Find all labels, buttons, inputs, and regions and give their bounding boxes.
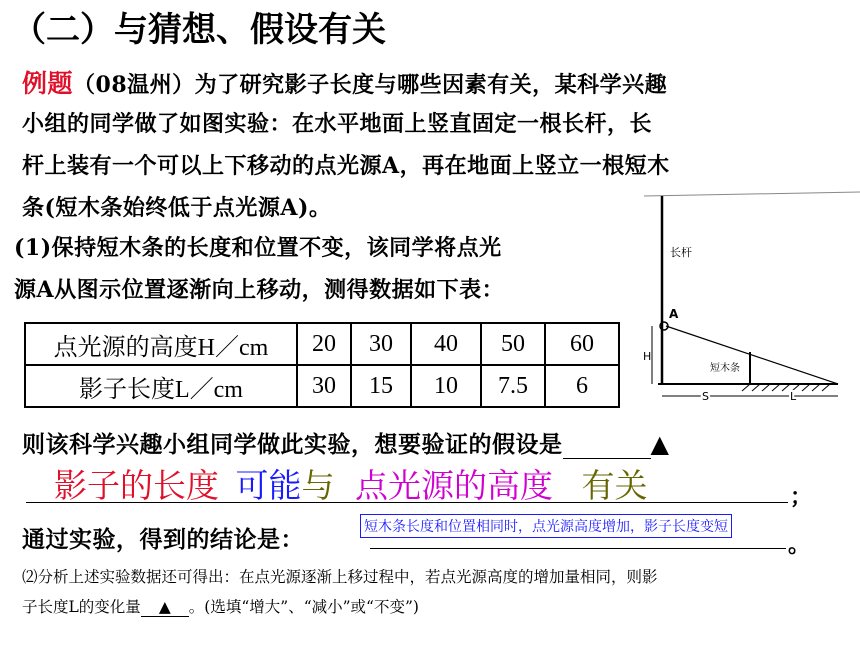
example-line-2: 小组的同学做了如图实验：在水平地面上竖直固定一根长杆，长 — [22, 111, 653, 137]
question-2-line-1: ⑵分析上述实验数据还可得出：在点光源逐渐上移过程中，若点光源高度的增加量相同，则影 — [22, 568, 658, 586]
hypothesis-prompt — [22, 426, 669, 459]
example-line-3: 杆上装有一个可以上下移动的点光源A，再在地面上竖立一根短木 — [22, 153, 670, 179]
question-1-line-2: 源A从图示位置逐渐向上移动，测得数据如下表： — [14, 277, 505, 303]
table-cell: 20 — [297, 323, 351, 365]
question-2-blank — [141, 597, 189, 617]
table-cell: 30 — [297, 365, 351, 407]
hypothesis-prompt-text: 则该科学兴趣小组同学做此实验，想要验证的假设是 — [22, 431, 563, 458]
answer-may: 可能 — [235, 466, 302, 505]
table-cell-label: 影子长度L／cm — [25, 365, 297, 407]
hypothesis-answer — [54, 460, 648, 507]
conclusion-end: 。 — [788, 532, 811, 558]
table-cell: 40 — [411, 323, 481, 365]
example-text-1: （08温州）为了研究影子长度与哪些因素有关，某科学兴趣 — [73, 72, 668, 98]
ground-hatch — [742, 384, 830, 391]
question-2-line-2 — [22, 595, 419, 617]
example-tag: 例题 — [22, 69, 74, 98]
height-label: H — [643, 350, 652, 363]
point-a-label: A — [669, 307, 679, 321]
table-cell: 60 — [545, 323, 619, 365]
table-cell: 15 — [351, 365, 411, 407]
table-cell-label: 点光源的高度H／cm — [25, 323, 297, 365]
answer-light-height: 点光源的高度 — [355, 466, 553, 505]
hypothesis-semicolon: ； — [790, 484, 813, 510]
question-2-text-a: 子长度L的变化量 — [22, 598, 141, 616]
answer-with: 与 — [301, 466, 335, 505]
l-label: L — [790, 390, 797, 403]
conclusion-prompt: 通过实验，得到的结论是： — [22, 526, 304, 553]
question-2-text-b: 。(选填“增大”、“减小”或“不变”) — [188, 598, 419, 616]
table-row — [25, 365, 619, 407]
table-row — [25, 323, 619, 365]
example-line-4: 条(短木条始终低于点光源A)。 — [22, 195, 332, 221]
data-table — [24, 322, 620, 408]
answer-related: 有关 — [581, 466, 648, 505]
triangle-icon: ▲ — [158, 597, 171, 616]
table-cell: 50 — [481, 323, 545, 365]
conclusion-underline — [370, 548, 786, 549]
pole-label: 长杆 — [670, 246, 692, 259]
conclusion-answer: 短木条长度和位置相同时，点光源高度增加，影子长度变短 — [360, 514, 732, 538]
table-cell: 30 — [351, 323, 411, 365]
example-line-1 — [22, 64, 667, 100]
answer-shadow-length: 影子的长度 — [54, 466, 219, 505]
triangle-icon: ▲ — [650, 429, 670, 458]
figure-frame-top — [644, 192, 860, 196]
short-stick-label: 短木条 — [710, 363, 740, 374]
s-label: S — [702, 390, 709, 403]
light-ray — [666, 326, 838, 384]
table-cell: 10 — [411, 365, 481, 407]
experiment-figure — [638, 188, 860, 410]
hypothesis-blank — [563, 434, 651, 459]
table-cell: 7.5 — [481, 365, 545, 407]
page-title: （二）与猜想、假设有关 — [12, 10, 386, 50]
table-cell: 6 — [545, 365, 619, 407]
question-1-line-1: (1)保持短木条的长度和位置不变，该同学将点光 — [14, 235, 502, 261]
